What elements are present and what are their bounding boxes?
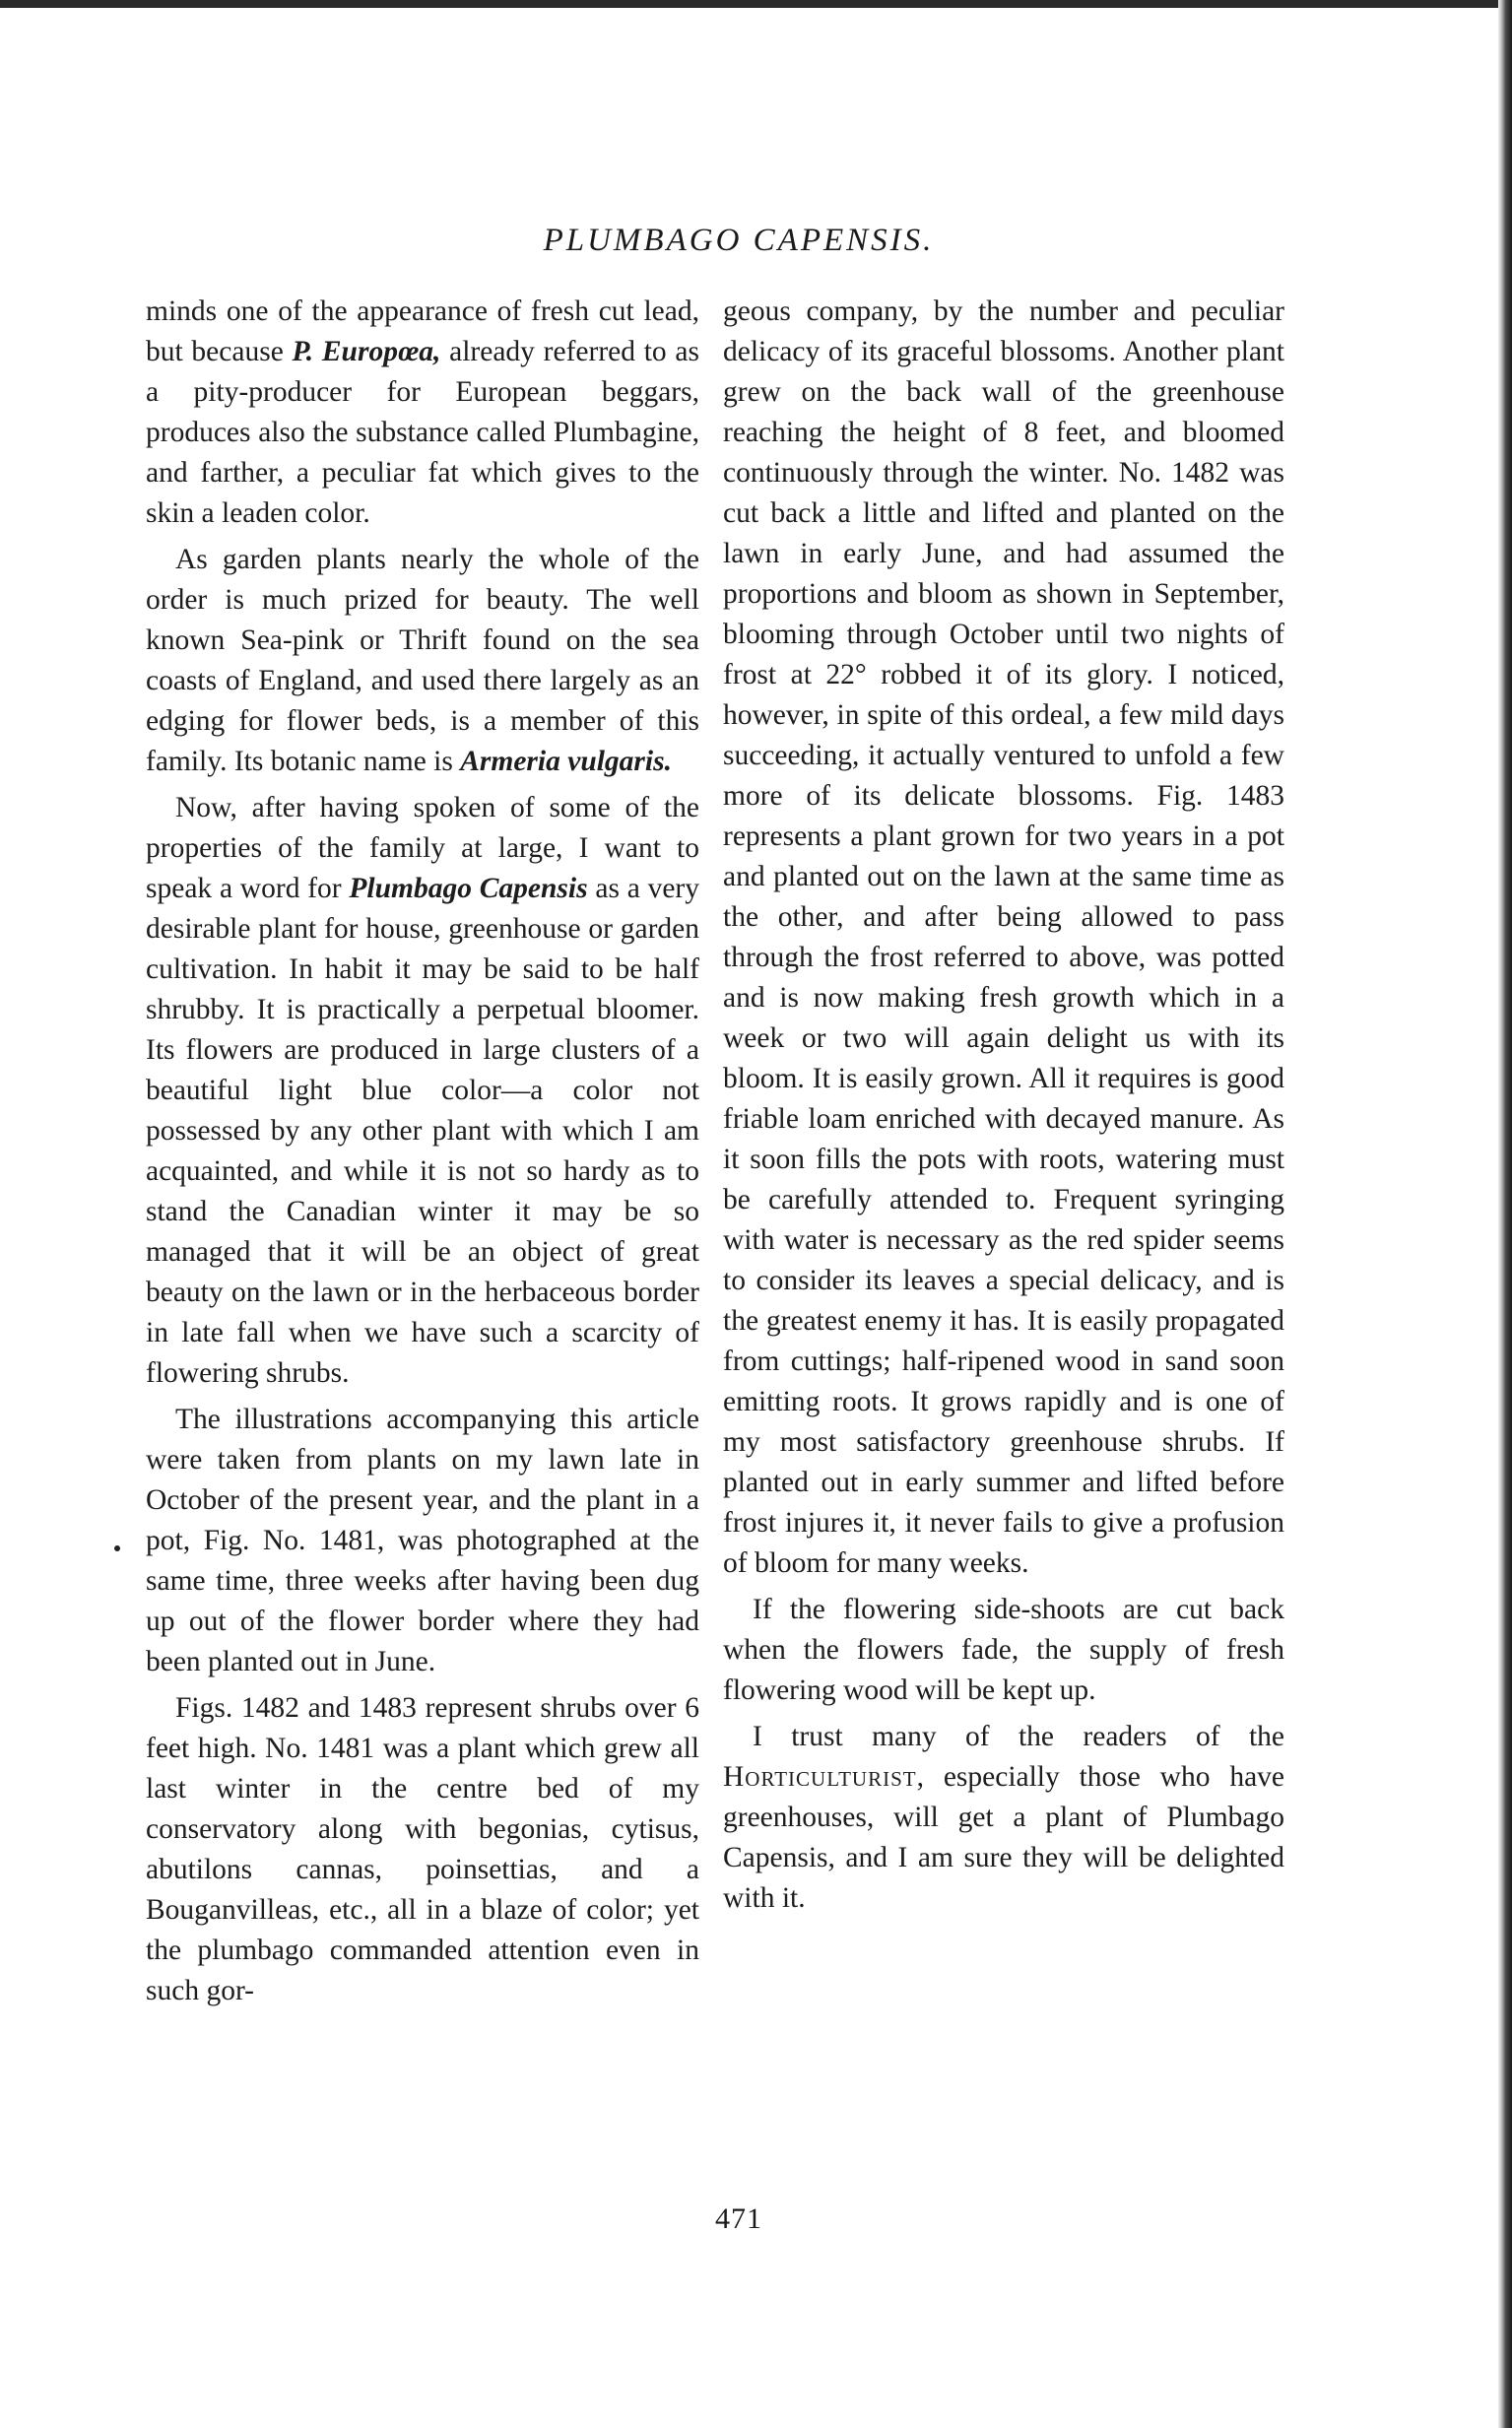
left-p3-text-b: as a very desirable plant for house, greenhouse or garden cultivation. In habit it may be said to be half shrubby. It is practically a perpetual bloomer. Its flowers are produced in large clusters of a beautiful light blue color—a color not possessed by any other plant with which I am acquainted, and while it is not so hardy as to stand the Canadian winter it may be so managed that it will be an object of great beauty on the lawn or in the herbaceous border in late fall when we have such a scarcity of flowering shrubs.	[146, 873, 699, 1389]
right-paragraph-2: If the flowering side-shoots are cut back when the flowers fade, the supply of fresh flowering wood will be kept up.	[723, 1594, 1284, 1706]
left-paragraph-1	[146, 292, 699, 534]
page-title: PLUMBAGO CAPENSIS.	[543, 223, 935, 258]
page-number: 471	[715, 2202, 762, 2235]
margin-dot-mark	[114, 1545, 120, 1551]
right-page-edge	[1498, 0, 1512, 2428]
right-column	[723, 292, 1284, 1919]
right-paragraph-3	[723, 1717, 1284, 1919]
left-p1-text-b: already referred to as a pity-producer for European beggars, produces also the substance called Plumbagine, and farther, a peculiar fat which gives to the skin a leaden color.	[146, 336, 699, 529]
left-p1-species-name: P. Europœa,	[292, 336, 441, 367]
left-p2-text-a: As garden plants nearly the whole of the order is much prized for beauty. The well known Sea-pink or Thrift found on the sea coasts of England, and used there largely as an edging for flower beds, is a member of this family. Its botanic name is	[146, 544, 699, 777]
left-p1-text-a: minds one of the appearance of fresh cut lead, but because	[146, 295, 699, 367]
left-p3-species-name: Plumbago Capensis	[349, 873, 588, 904]
left-paragraph-5: Figs. 1482 and 1483 represent shrubs over 6 feet high. No. 1481 was a plant which grew all last winter in the centre bed of my conservatory along with begonias, cytisus, abutilons cannas, poinsettias, and a Bouganvilleas, etc., all in a blaze of color; yet the plumbago commanded attention even in such gor-	[146, 1692, 699, 2006]
left-paragraph-2	[146, 540, 699, 782]
left-paragraph-4: The illustrations accompanying this article were taken from plants on my lawn late in October of the present year, and the plant in a pot, Fig. No. 1481, was photographed at the same time, three weeks after having been dug up out of the flower border where they had been planted out in June.	[146, 1404, 699, 1677]
right-p3-journal-name: Horticulturist	[723, 1761, 917, 1793]
left-column	[146, 292, 699, 2011]
left-p2-species-name: Armeria vulgaris.	[460, 746, 672, 777]
top-page-edge	[0, 0, 1512, 8]
right-paragraph-1: geous company, by the number and peculiar delicacy of its graceful blossoms. Another plant grew on the back wall of the greenhouse reaching the height of 8 feet, and bloomed continuously through the winter. No. 1482 was cut back a little and lifted and planted on the lawn in early June, and had assumed the proportions and bloom as shown in September, blooming through October until two nights of frost at 22° robbed it of its glory. I noticed, however, in spite of this ordeal, a few mild days succeeding, it actually ventured to unfold a few more of its delicate blossoms. Fig. 1483 represents a plant grown for two years in a pot and planted out on the lawn at the same time as the other, and after being allowed to pass through the frost referred to above, was potted and is now making fresh growth which in a week or two will again delight us with its bloom. It is easily grown. All it requires is good friable loam enriched with decayed manure. As it soon fills the pots with roots, watering must be carefully attended to. Frequent syringing with water is necessary as the red spider seems to consider its leaves a special delicacy, and is the greatest enemy it has. It is easily propagated from cuttings; half-ripened wood in sand soon emitting roots. It grows rapidly and is one of my most satisfactory greenhouse shrubs. If planted out in early summer and lifted before frost injures it, it never fails to give a profusion of bloom for many weeks.	[723, 295, 1284, 1579]
right-p3-text-a: I trust many of the readers of the	[753, 1721, 1284, 1752]
right-p3-text-b: , especially those who have greenhouses, will get a plant of Plumbago Capensis, and I am sure they will be delighted with it.	[723, 1761, 1284, 1914]
left-p3-text-a: Now, after having spoken of some of the properties of the family at large, I want to speak a word for	[146, 792, 699, 904]
left-paragraph-3	[146, 788, 699, 1394]
